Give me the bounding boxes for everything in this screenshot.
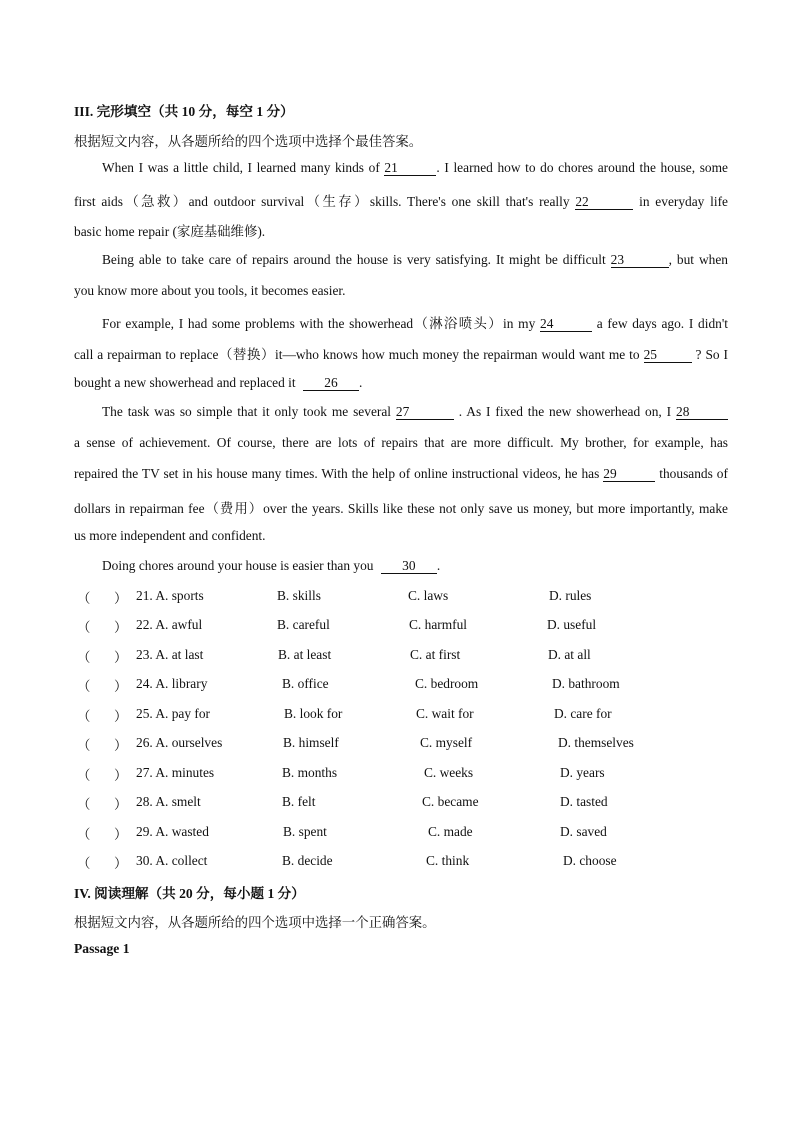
section-4-instruction: 根据短文内容，从各题所给的四个选项中选择一个正确答案。: [74, 915, 436, 930]
answer-paren-close: ）: [114, 768, 128, 783]
option-b: B. careful: [277, 617, 330, 632]
question-30: [0, 853, 800, 875]
question-24: [0, 676, 800, 698]
section-3-heading: III. 完形填空（共 10 分，每空 1 分）: [74, 104, 294, 119]
p1-text: first aids（急救）and outdoor survival（生存）skills. There's one skill that's really: [74, 194, 570, 209]
p4-line5: us more independent and confident.: [74, 528, 266, 543]
p3-text: call a repairman to replace（替换）it—who knows how much money the repairman would want me to: [74, 347, 640, 362]
answer-paren-open[interactable]: （: [77, 797, 91, 812]
question-23: [0, 647, 800, 669]
question-27: [0, 765, 800, 787]
answer-paren-open[interactable]: （: [77, 650, 91, 665]
p3-text: a few days ago. I didn't: [596, 316, 728, 331]
answer-paren-open[interactable]: （: [77, 738, 91, 753]
option-c: C. became: [422, 794, 479, 809]
p2-line1: [102, 252, 728, 268]
p3-text: .: [358, 375, 363, 390]
option-a: 28. A. smelt: [136, 794, 201, 809]
answer-paren-open[interactable]: （: [77, 679, 91, 694]
answer-paren-close: ）: [114, 709, 128, 724]
blank-26: 26: [303, 376, 359, 391]
question-26: [0, 735, 800, 757]
answer-paren-open[interactable]: （: [77, 620, 91, 635]
p4-line2: a sense of achievement. Of course, there are lots of repairs that are more difficult. My brother, for example, has: [74, 435, 728, 450]
answer-paren-open[interactable]: （: [77, 768, 91, 783]
p4-text: . As I fixed the new showerhead on, I: [458, 404, 672, 419]
blank-27: 27: [396, 405, 454, 420]
option-c: C. laws: [408, 588, 449, 603]
blank-21: 21: [384, 161, 436, 176]
p5-line1: [102, 558, 728, 574]
p1-line3: basic home repair (家庭基础维修).: [74, 224, 266, 239]
answer-paren-open[interactable]: （: [77, 856, 91, 871]
blank-30: 30: [381, 559, 437, 574]
p5-text: .: [436, 558, 441, 573]
p3-line1: [102, 313, 728, 332]
option-c: C. made: [428, 824, 473, 839]
question-28: [0, 794, 800, 816]
option-a: 22. A. awful: [136, 617, 203, 632]
answer-paren-close: ）: [114, 797, 128, 812]
answer-paren-close: ）: [114, 679, 128, 694]
p2-text: Being able to take care of repairs around the house is very satisfying. It might be difficult: [102, 252, 606, 267]
option-a: 30. A. collect: [136, 853, 208, 868]
question-21: [0, 588, 800, 610]
option-a: 27. A. minutes: [136, 765, 215, 780]
blank-29: 29: [603, 467, 655, 482]
answer-paren-open[interactable]: （: [77, 827, 91, 842]
answer-paren-close: ）: [114, 738, 128, 753]
p4-line1: [102, 404, 728, 420]
option-b: B. at least: [278, 647, 332, 662]
option-b: B. months: [282, 765, 338, 780]
p3-text: ? So I: [695, 347, 729, 362]
answer-paren-open[interactable]: （: [77, 591, 91, 606]
option-a: 21. A. sports: [136, 588, 204, 603]
blank-23: 23: [611, 253, 669, 268]
p3-text: bought a new showerhead and replaced it: [74, 375, 296, 390]
option-c: C. at first: [410, 647, 461, 662]
p4-text: The task was so simple that it only took me several: [102, 404, 392, 419]
p5-text: Doing chores around your house is easier than you: [102, 558, 374, 573]
option-d: D. saved: [560, 824, 607, 839]
blank-28: 28: [676, 405, 728, 420]
p1-line2: [74, 191, 728, 210]
option-b: B. skills: [277, 588, 321, 603]
p2-line2: you know more about you tools, it becomes easier.: [74, 283, 346, 298]
answer-paren-close: ）: [114, 620, 128, 635]
passage-title: Passage 1: [74, 941, 130, 956]
option-c: C. wait for: [416, 706, 474, 721]
option-a: 29. A. wasted: [136, 824, 209, 839]
option-b: B. felt: [282, 794, 316, 809]
option-c: C. think: [426, 853, 470, 868]
option-c: C. bedroom: [415, 676, 479, 691]
p1-line1: [102, 160, 728, 176]
option-c: C. harmful: [409, 617, 468, 632]
option-d: D. themselves: [558, 735, 634, 750]
option-d: D. useful: [547, 617, 597, 632]
option-a: 26. A. ourselves: [136, 735, 223, 750]
option-b: B. office: [282, 676, 329, 691]
answer-paren-close: ）: [114, 591, 128, 606]
option-b: B. himself: [283, 735, 339, 750]
option-d: D. choose: [563, 853, 617, 868]
answer-paren-close: ）: [114, 650, 128, 665]
blank-25: 25: [644, 348, 692, 363]
p3-text: For example, I had some problems with the showerhead（淋浴喷头）in my: [102, 316, 536, 331]
p1-text: When I was a little child, I learned many kinds of: [102, 160, 380, 175]
p2-text: , but when: [668, 252, 728, 267]
section-4-heading: IV. 阅读理解（共 20 分，每小题 1 分）: [74, 886, 305, 901]
p4-text: repaired the TV set in his house many times. With the help of online instructional videos, he has: [74, 466, 600, 481]
option-b: B. spent: [283, 824, 327, 839]
option-d: D. rules: [549, 588, 592, 603]
p3-line3: [74, 375, 728, 391]
section-3-instruction: 根据短文内容，从各题所给的四个选项中选择个最佳答案。: [74, 134, 423, 149]
answer-paren-close: ）: [114, 827, 128, 842]
option-c: C. myself: [420, 735, 473, 750]
answer-paren-close: ）: [114, 856, 128, 871]
option-d: D. tasted: [560, 794, 608, 809]
option-d: D. years: [560, 765, 605, 780]
p4-line3: [74, 466, 728, 482]
question-22: [0, 617, 800, 639]
option-a: 25. A. pay for: [136, 706, 211, 721]
option-b: B. look for: [284, 706, 343, 721]
answer-paren-open[interactable]: （: [77, 709, 91, 724]
p4-text: thousands of: [659, 466, 728, 481]
p4-line4: dollars in repairman fee（费用）over the years. Skills like these not only save us money, but more importantly, make: [74, 501, 728, 516]
option-a: 24. A. library: [136, 676, 208, 691]
option-a: 23. A. at last: [136, 647, 204, 662]
question-25: [0, 706, 800, 728]
p3-line2: [74, 344, 728, 363]
question-29: [0, 824, 800, 846]
option-d: D. at all: [548, 647, 591, 662]
blank-24: 24: [540, 317, 592, 332]
option-b: B. decide: [282, 853, 333, 868]
blank-22: 22: [575, 195, 633, 210]
option-c: C. weeks: [424, 765, 474, 780]
p1-text: in everyday life: [639, 194, 728, 209]
option-d: D. care for: [554, 706, 612, 721]
p1-text: . I learned how to do chores around the house, some: [436, 160, 728, 175]
option-d: D. bathroom: [552, 676, 620, 691]
